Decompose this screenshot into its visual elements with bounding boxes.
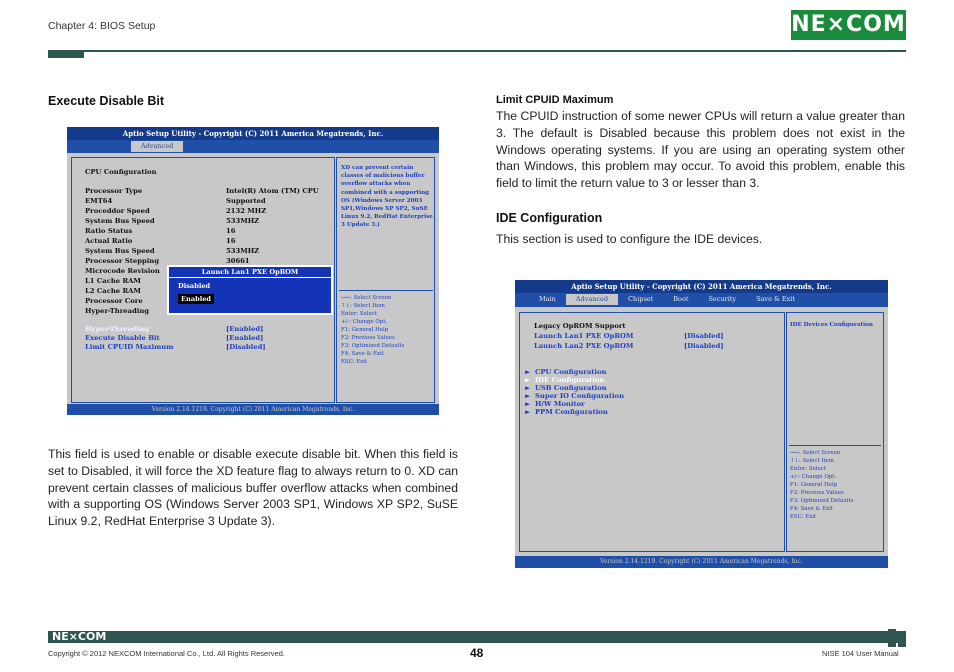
key-hint: F2: Previous Values: [790, 490, 844, 496]
bios-help-panel: [786, 312, 884, 552]
popup-option-enabled[interactable]: Enabled: [178, 294, 214, 304]
submenu-cpu[interactable]: ► CPU Configuration: [525, 368, 607, 376]
row-label: Hyper-Threading: [85, 307, 150, 315]
row-label: System Bus Speed: [85, 217, 155, 225]
nexcom-logo: NE×COM: [791, 10, 906, 40]
submenu-label: Super IO Configuration: [534, 392, 625, 400]
option-popup: [167, 265, 333, 315]
row-value: 2132 MHZ: [226, 207, 267, 215]
row-value: [Disabled]: [684, 342, 724, 350]
row-label: Launch Lan2 PXE OpROM: [534, 342, 634, 350]
key-hint: F1: General Help: [790, 482, 838, 488]
bios-row: [85, 226, 236, 236]
row-label: Proceddor Speed: [85, 207, 150, 215]
submenu-label: USB Configuration: [534, 384, 607, 392]
key-hint: F3: Optimized Defaults: [790, 498, 854, 504]
bios-row: [85, 186, 319, 196]
bios-row: [85, 246, 260, 256]
tab-boot[interactable]: Boot: [673, 295, 689, 303]
key-legend: [341, 294, 404, 366]
bios-row: [85, 306, 160, 316]
execute-disable-heading: Execute Disable Bit: [48, 94, 165, 108]
row-value: Supported: [226, 197, 266, 205]
row-label: EMT64: [85, 197, 113, 205]
bios-row: [85, 286, 160, 296]
submenu-label: H/W Monitor: [534, 400, 585, 408]
key-hint: F2: Previous Values: [341, 335, 395, 341]
row-label: L2 Cache RAM: [85, 287, 141, 295]
bios-title-bar: Aptio Setup Utility - Copyright (C) 2011 America Megatrends, Inc.: [515, 280, 888, 293]
bios-option-rows: [534, 321, 724, 351]
key-legend: [790, 449, 853, 521]
row-label: Launch Lan1 PXE OpROM: [534, 332, 634, 340]
setting-value: [Enabled]: [226, 325, 264, 333]
bios-row: [85, 266, 160, 276]
bios-screenshot-cpu: [67, 127, 439, 415]
row-value: 533MHZ: [226, 217, 260, 225]
key-hint: F1: General Help: [341, 327, 389, 333]
bios-screenshot-advanced: [515, 280, 888, 568]
tab-advanced[interactable]: Advanced: [131, 141, 183, 152]
row-label: L1 Cache RAM: [85, 277, 141, 285]
bios-row: [85, 196, 266, 206]
submenu-label: CPU Configuration: [534, 368, 607, 376]
submenu-super-io[interactable]: ► Super IO Configuration: [525, 392, 625, 400]
bios-section-title: CPU Configuration: [85, 168, 157, 176]
key-hint: ↑↓: Select Item: [790, 458, 834, 464]
row-value: 30661: [226, 257, 250, 265]
launch-lan1-row[interactable]: [534, 331, 724, 341]
bios-footer: Version 2.14.1219. Copyright (C) 2011 American Megatrends, Inc.: [67, 404, 439, 415]
launch-lan2-row[interactable]: [534, 341, 724, 351]
key-hint: ESC: Exit: [341, 359, 368, 365]
bios-row: [85, 236, 236, 246]
header-rule: [48, 50, 906, 52]
tab-advanced[interactable]: Advanced: [566, 294, 618, 305]
row-label: Ratio Status: [85, 227, 133, 235]
row-label: Legacy OpROM Support: [534, 322, 626, 330]
row-label: Actual Ratio: [85, 237, 133, 245]
help-text: XD can prevent certain classes of malicious buffer overflow attacks when combined with a supporting OS (Windows Server 2003 SP1,Windows XP SP2, SuSE Linux 9.2, RedHat Enterprise 3 Update 3.): [341, 165, 433, 229]
submenu-ide[interactable]: ► IDE Configuration: [525, 376, 605, 384]
limit-cpuid-heading: Limit CPUID Maximum: [496, 94, 614, 106]
help-text: IDE Devices Configuration: [790, 322, 873, 328]
setting-value: [Disabled]: [226, 343, 266, 351]
setting-hyper-threading[interactable]: [85, 325, 264, 334]
tab-chipset[interactable]: Chipset: [628, 295, 654, 303]
bios-row: [85, 256, 250, 266]
page-number: 48: [470, 646, 484, 660]
bios-row: [85, 216, 260, 226]
footer-logo: NE×COM: [52, 630, 107, 643]
legacy-oprom-row: [534, 321, 633, 331]
row-value: 16: [226, 237, 236, 245]
submenu-hw-monitor[interactable]: ► H/W Monitor: [525, 400, 585, 408]
key-hint: ↑↓: Select Item: [341, 303, 385, 309]
header-accent-block: [48, 50, 84, 58]
submenu-usb[interactable]: ► USB Configuration: [525, 384, 607, 392]
manual-title: NISE 104 User Manual: [822, 649, 899, 658]
key-hint: +/-: Change Opt.: [341, 319, 388, 325]
popup-option-disabled[interactable]: Disabled: [178, 282, 211, 290]
setting-execute-disable[interactable]: [85, 334, 264, 343]
submenu-list: [525, 368, 624, 416]
setting-value: [Enabled]: [226, 334, 264, 342]
row-label: System Bus Speed: [85, 247, 155, 255]
key-hint: Enter: Select: [790, 466, 826, 472]
bios-footer: Version 2.14.1219. Copyright (C) 2011 American Megatrends, Inc.: [515, 556, 888, 568]
tab-main[interactable]: Main: [539, 295, 556, 303]
tab-security[interactable]: Security: [708, 295, 737, 303]
key-hint: Enter: Select: [341, 311, 377, 317]
bios-main-panel: [519, 312, 785, 552]
row-label: Microcode Revision: [85, 267, 160, 275]
row-value: Intel(R) Atom (TM) CPU: [226, 187, 319, 195]
row-value: 533MHZ: [226, 247, 260, 255]
key-hint: +/-: Change Opt.: [790, 474, 837, 480]
execute-disable-body: This field is used to enable or disable execute disable bit. When this field is set to Disabled, it will force the XD feature flag to always return to 0. XD can prevent certain classes of malicious buffer overflow attacks when combined with a supporting OS (Windows Server 2003 SP1, Windows XP SP2, SuSE Linux 9.2, RedHat Enterprise 3 Update 3).: [48, 447, 458, 529]
ide-body: This section is used to configure the IDE devices.: [496, 232, 763, 246]
key-hint: F4: Save & Exit: [790, 506, 833, 512]
setting-label: Limit CPUID Maximum: [85, 343, 174, 351]
bios-tab-bar: [67, 140, 439, 153]
bios-title-bar: Aptio Setup Utility - Copyright (C) 2011 America Megatrends, Inc.: [67, 127, 439, 140]
bios-settings: [85, 325, 266, 352]
ide-heading: IDE Configuration: [496, 211, 603, 225]
copyright-text: Copyright © 2012 NEXCOM International Co., Ltd. All Rights Reserved.: [48, 649, 285, 658]
row-label: Processor Core: [85, 297, 143, 305]
row-label: Processor Type: [85, 187, 143, 195]
submenu-label: PPM Configuration: [534, 408, 608, 416]
setting-limit-cpuid[interactable]: [85, 343, 266, 352]
key-hint: F3: Optimized Defaults: [341, 343, 405, 349]
footer-bar: [48, 631, 906, 643]
submenu-label: IDE Configuration: [534, 376, 605, 384]
setting-label: Hyper-Threading: [85, 325, 150, 333]
submenu-ppm[interactable]: ► PPM Configuration: [525, 408, 608, 416]
help-divider: [339, 290, 433, 291]
bios-row: [85, 296, 160, 306]
row-value: [Disabled]: [684, 332, 724, 340]
tab-save-exit[interactable]: Save & Exit: [756, 295, 795, 303]
popup-title: Launch Lan1 PXE OpROM: [169, 267, 331, 278]
key-hint: →←: Select Screen: [790, 450, 841, 456]
setting-label: Execute Disable Bit: [85, 334, 160, 342]
key-hint: F4: Save & Exit: [341, 351, 384, 357]
bios-help-panel: [336, 157, 435, 403]
chapter-label: Chapter 4: BIOS Setup: [48, 20, 156, 32]
bios-row: [85, 276, 160, 286]
bios-row: [85, 206, 267, 216]
limit-cpuid-body: The CPUID instruction of some newer CPUs will return a value greater than 3. The default is Disabled because this problem does not exist in the Windows operating systems. If you are using an operating system other than Windows, this problem may occur. To avoid this problem, enable this field to limit the return value to 3 or lesser than 3.: [496, 109, 905, 191]
bios-tab-bar: [515, 293, 888, 307]
key-hint: →←: Select Screen: [341, 295, 392, 301]
help-divider: [789, 445, 881, 446]
row-value: 16: [226, 227, 236, 235]
footer-squares-icon: [888, 629, 906, 647]
key-hint: ESC: Exit: [790, 514, 817, 520]
row-label: Processor Stepping: [85, 257, 159, 265]
